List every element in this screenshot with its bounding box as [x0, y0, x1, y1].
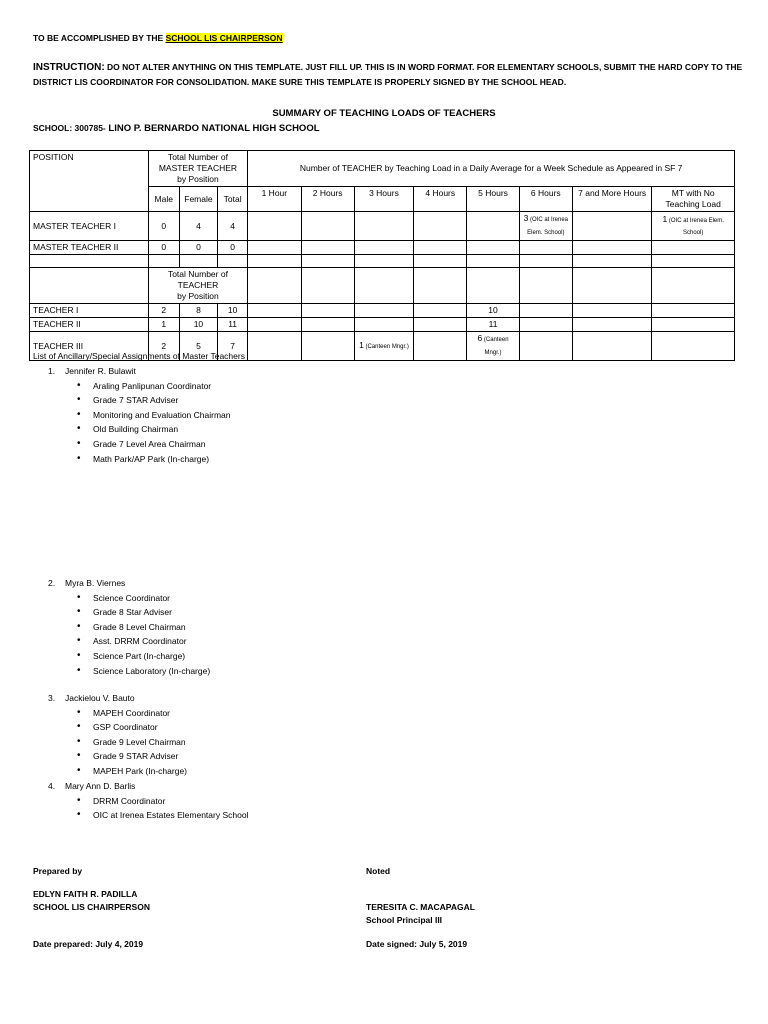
table-row: [30, 318, 735, 332]
assignment-teacher: [48, 364, 448, 379]
load-value: 3: [523, 213, 529, 223]
list-item: • DRRM Coordinator: [65, 794, 448, 809]
instruction-line2: DISTRICT LIS COORDINATOR FOR CONSOLIDATION. MAKE SURE THIS TEMPLATE IS PROPERLY SIGNED BY THE SCHOOL HEAD.: [33, 77, 567, 87]
prepared-name: EDLYN FAITH R. PADILLA: [33, 889, 138, 899]
load-value: 1: [359, 339, 364, 350]
load-cell: [652, 318, 735, 332]
load-value: 1: [662, 214, 668, 224]
assignment-group: [48, 779, 448, 823]
load-column-header: 1 Hour: [248, 187, 301, 212]
load-cell: [248, 304, 301, 318]
load-cell: [467, 332, 519, 361]
load-note: (OIC at Irenea Elem. School): [527, 217, 569, 236]
assignment-items: [65, 379, 448, 467]
load-cell: [467, 212, 519, 241]
blank-cell: [652, 255, 735, 268]
load-column-header: 4 Hours: [414, 187, 467, 212]
female-cell: 8: [179, 304, 217, 318]
prepared-label: Prepared by: [33, 866, 83, 876]
load-cell: [414, 318, 467, 332]
list-item: • Grade 8 Level Chairman: [65, 620, 448, 635]
blank-cell: [301, 255, 354, 268]
list-item: • Araling Panlipunan Coordinator: [65, 379, 448, 394]
load-column-header: 6 Hours: [519, 187, 572, 212]
load-value: 11: [488, 319, 498, 329]
load-cell: [572, 332, 651, 361]
load-cell: [301, 332, 354, 361]
load-cell: [519, 212, 572, 241]
blank-cell: [519, 268, 572, 304]
blank-cell: [148, 255, 179, 268]
instruction-line1: DO NOT ALTER ANYTHING ON THIS TEMPLATE. JUST FILL UP. THIS IS IN WORD FORMAT. FOR ELEMENTARY SCHOOLS, SUBMIT THE HARD COPY TO THE: [104, 62, 743, 72]
assignment-number: 3.: [48, 693, 56, 703]
blank-cell: [467, 255, 519, 268]
instruction-block: [33, 62, 743, 87]
load-cell: [467, 318, 519, 332]
position-cell: MASTER TEACHER I: [30, 212, 149, 241]
list-item: • Grade 7 Level Area Chairman: [65, 437, 448, 452]
blank-cell: [30, 268, 149, 304]
master-total-header: Total Number of MASTER TEACHER by Position: [148, 151, 248, 187]
load-cell: [414, 304, 467, 318]
load-cell: [467, 304, 519, 318]
list-item: • Math Park/AP Park (In-charge): [65, 452, 448, 467]
load-cell: [519, 318, 572, 332]
list-item: • Monitoring and Evaluation Chairman: [65, 408, 448, 423]
blank-cell: [354, 268, 413, 304]
load-cell: [652, 212, 735, 241]
load-note: (Canteen Mngr.): [482, 337, 509, 356]
blank-cell: [248, 268, 301, 304]
assignment-teacher-name: Jackielou V. Bauto: [65, 693, 135, 703]
noted-name: TERESITA C. MACAPAGAL: [366, 902, 475, 912]
load-cell: [572, 318, 651, 332]
blank-cell: [354, 255, 413, 268]
load-column-header: 2 Hours: [301, 187, 354, 212]
load-cell: [354, 212, 413, 241]
assignment-items: [65, 794, 448, 823]
total-cell: 0: [218, 241, 248, 255]
position-cell: MASTER TEACHER II: [30, 241, 149, 255]
load-cell: [467, 241, 519, 255]
list-item: • Science Laboratory (In-charge): [65, 664, 448, 679]
load-header: Number of TEACHER by Teaching Load in a Daily Average for a Week Schedule as Appeared in SF 7: [248, 151, 735, 187]
list-item: • Grade 7 STAR Adviser: [65, 393, 448, 408]
position-header: POSITION: [30, 151, 149, 212]
blank-cell: [248, 255, 301, 268]
total-cell: 10: [218, 304, 248, 318]
assignment-teacher-name: Mary Ann D. Barlis: [65, 781, 136, 791]
assignment-items: [65, 706, 448, 779]
position-cell: TEACHER III: [30, 332, 149, 361]
header-row: [30, 151, 735, 187]
load-column-header: MT with No Teaching Load: [652, 187, 735, 212]
male-cell: 1: [148, 318, 179, 332]
load-value: 10: [488, 305, 498, 315]
list-item: • Science Part (In-charge): [65, 649, 448, 664]
load-cell: [301, 241, 354, 255]
list-item: • MAPEH Park (In-charge): [65, 764, 448, 779]
blank-cell: [467, 268, 519, 304]
load-cell: [519, 241, 572, 255]
blank-row: [30, 255, 735, 268]
table-row: [30, 304, 735, 318]
assignment-items: [65, 591, 448, 679]
sub-header: Male: [148, 187, 179, 212]
total-cell: 11: [218, 318, 248, 332]
list-item: • Asst. DRRM Coordinator: [65, 634, 448, 649]
load-cell: [572, 304, 651, 318]
female-cell: 0: [179, 241, 217, 255]
male-cell: 2: [148, 332, 179, 361]
load-cell: [354, 318, 413, 332]
load-cell: [519, 332, 572, 361]
table-row: [30, 241, 735, 255]
blank-cell: [218, 255, 248, 268]
assignment-teacher-name: Myra B. Viernes: [65, 578, 126, 588]
load-cell: [652, 241, 735, 255]
school-line: SCHOOL: 300785- LINO P. BERNARDO NATIONAL HIGH SCHOOL: [33, 123, 320, 134]
load-cell: [652, 304, 735, 318]
load-cell: [354, 332, 413, 361]
sub-header: Total: [218, 187, 248, 212]
female-cell: 4: [179, 212, 217, 241]
total-cell: 4: [218, 212, 248, 241]
list-item: • Grade 9 Level Chairman: [65, 735, 448, 750]
blank-cell: [414, 255, 467, 268]
blank-cell: [179, 255, 217, 268]
assignment-number: 4.: [48, 781, 56, 791]
assignment-group: [48, 691, 448, 779]
assignment-teacher-name: Jennifer R. Bulawit: [65, 366, 136, 376]
blank-cell: [652, 268, 735, 304]
male-cell: 0: [148, 212, 179, 241]
prepared-title: SCHOOL LIS CHAIRPERSON: [33, 902, 150, 912]
sub-header: Female: [179, 187, 217, 212]
noted-date: Date signed: July 5, 2019: [366, 939, 468, 949]
teacher-total-header: Total Number of TEACHER by Position: [148, 268, 248, 304]
blank-cell: [414, 268, 467, 304]
list-item: • MAPEH Coordinator: [65, 706, 448, 721]
list-item: • Grade 8 Star Adviser: [65, 605, 448, 620]
load-cell: [248, 332, 301, 361]
blank-cell: [519, 255, 572, 268]
load-column-header: 3 Hours: [354, 187, 413, 212]
load-cell: [519, 304, 572, 318]
load-cell: [414, 212, 467, 241]
male-cell: 2: [148, 304, 179, 318]
instruction-label: INSTRUCTION:: [33, 62, 105, 73]
load-cell: [301, 318, 354, 332]
assignment-group: [48, 364, 448, 466]
position-cell: TEACHER I: [30, 304, 149, 318]
noted-title: School Principal III: [366, 915, 443, 925]
blank-cell: [301, 268, 354, 304]
load-column-header: 5 Hours: [467, 187, 519, 212]
assignment-number: 2.: [48, 578, 56, 588]
load-column-header: 7 and More Hours: [572, 187, 651, 212]
blank-cell: [572, 268, 651, 304]
accomplish-line: TO BE ACCOMPLISHED BY THE SCHOOL LIS CHAIRPERSON: [33, 33, 283, 43]
assignment-teacher: [48, 576, 448, 591]
load-note: (Canteen Mngr.): [363, 343, 409, 350]
blank-cell: [30, 255, 149, 268]
total-cell: 7: [218, 332, 248, 361]
load-cell: [354, 241, 413, 255]
noted-label: Noted: [366, 866, 391, 876]
load-value: 6: [477, 333, 483, 343]
female-cell: 10: [179, 318, 217, 332]
teacher-header-row: [30, 268, 735, 304]
assignment-teacher: [48, 779, 448, 794]
position-cell: TEACHER II: [30, 318, 149, 332]
load-cell: [301, 212, 354, 241]
accomplish-highlight: SCHOOL LIS CHAIRPERSON: [165, 33, 283, 43]
load-cell: [652, 332, 735, 361]
load-cell: [354, 304, 413, 318]
list-item: • OIC at Irenea Estates Elementary School: [65, 808, 448, 823]
load-cell: [301, 304, 354, 318]
list-item: • GSP Coordinator: [65, 720, 448, 735]
male-cell: 0: [148, 241, 179, 255]
list-item: • Science Coordinator: [65, 591, 448, 606]
summary-title: SUMMARY OF TEACHING LOADS OF TEACHERS: [272, 108, 496, 119]
table-row: [30, 212, 735, 241]
female-cell: 5: [179, 332, 217, 361]
load-cell: [248, 241, 301, 255]
assignments-title: List of Ancillary/Special Assignments of Master Teachers: [33, 351, 245, 361]
assignment-teacher: [48, 691, 448, 706]
assignment-group: [48, 576, 448, 678]
load-cell: [414, 241, 467, 255]
list-item: • Grade 9 STAR Adviser: [65, 749, 448, 764]
load-cell: [248, 212, 301, 241]
prepared-date: Date prepared: July 4, 2019: [33, 939, 144, 949]
load-note: (OIC at Irenea Elem. School): [667, 218, 724, 236]
teaching-load-table: [29, 150, 735, 361]
load-cell: [572, 241, 651, 255]
load-cell: [414, 332, 467, 361]
load-cell: [248, 318, 301, 332]
assignment-number: 1.: [48, 366, 56, 376]
list-item: • Old Building Chairman: [65, 422, 448, 437]
blank-cell: [572, 255, 651, 268]
load-cell: [572, 212, 651, 241]
